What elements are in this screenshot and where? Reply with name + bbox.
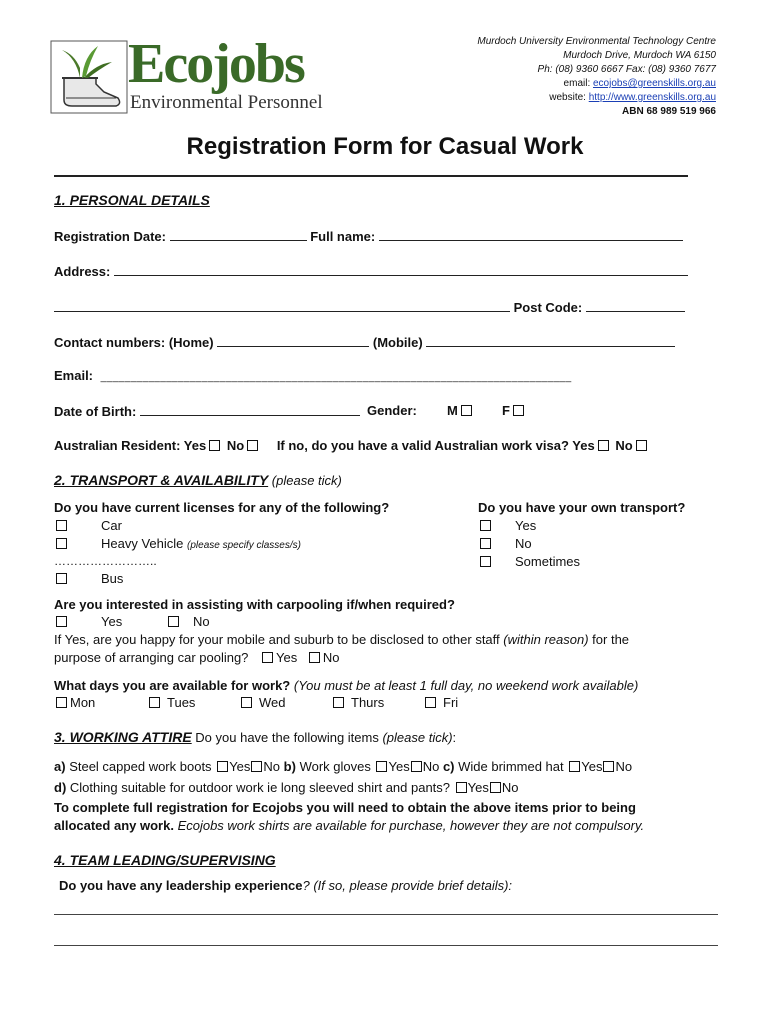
- attire-intro: Do you have the following items: [195, 730, 379, 745]
- address-row: [54, 263, 688, 279]
- item-a-marker: a): [54, 759, 66, 774]
- fri-checkbox[interactable]: [425, 697, 436, 708]
- email-row: [54, 368, 572, 383]
- contact-row: [54, 334, 675, 350]
- resident-no-checkbox[interactable]: [247, 440, 258, 451]
- section-attire-heading: 3. WORKING ATTIRE: [54, 729, 192, 745]
- full-name-field[interactable]: [379, 228, 683, 241]
- disclose-yes-checkbox[interactable]: [262, 652, 273, 663]
- visa-no-label: No: [615, 438, 633, 453]
- disclose-text-1: If Yes, are you happy for your mobile and suburb to be disclosed to other staff: [54, 632, 500, 647]
- mon-label: Mon: [70, 695, 96, 710]
- own-transport-no-checkbox[interactable]: [480, 538, 491, 549]
- email-link[interactable]: ecojobs@greenskills.org.au: [593, 78, 716, 89]
- org-email: [564, 77, 716, 91]
- carpool-no[interactable]: [166, 614, 210, 629]
- attire-row-d: [54, 780, 519, 795]
- item-b-label: Work gloves: [299, 759, 371, 774]
- boots-no-label: No: [263, 759, 281, 774]
- item-a-label: Steel capped work boots: [69, 759, 212, 774]
- own-transport-no-label: No: [515, 536, 532, 551]
- own-transport-yes[interactable]: [478, 518, 537, 533]
- heavy-vehicle-label: Heavy Vehicle: [101, 536, 184, 551]
- day-fri[interactable]: [422, 695, 458, 710]
- thurs-checkbox[interactable]: [333, 697, 344, 708]
- email-field[interactable]: _______________________________________________________________________________: [100, 372, 572, 383]
- item-d-label: Clothing suitable for outdoor work ie long sleeved shirt and pants?: [69, 780, 451, 795]
- bus-checkbox[interactable]: [56, 573, 67, 584]
- clothing-no-label: No: [501, 780, 519, 795]
- fri-label: Fri: [443, 695, 459, 710]
- tues-label: Tues: [167, 695, 196, 710]
- org-address: Murdoch Drive, Murdoch WA 6150: [563, 50, 716, 61]
- disclose-text-3: purpose of arranging car pooling?: [54, 650, 249, 665]
- website-label: website:: [549, 92, 589, 103]
- section-attire-heading-row: [54, 729, 456, 745]
- clothing-no-checkbox[interactable]: [490, 782, 501, 793]
- leadership-question: Do you have any leadership experience: [59, 878, 303, 893]
- own-transport-yes-label: Yes: [515, 518, 537, 533]
- days-question-row: [54, 678, 638, 693]
- resident-no-label: No: [226, 438, 245, 453]
- title-divider: [54, 175, 688, 177]
- leadership-answer-line-2[interactable]: [54, 945, 718, 946]
- boots-yes-label: Yes: [229, 759, 251, 774]
- home-phone-label: Contact numbers: (Home): [54, 335, 214, 350]
- visa-no-checkbox[interactable]: [636, 440, 647, 451]
- male-checkbox[interactable]: [461, 405, 472, 416]
- male-label: M: [447, 403, 458, 418]
- gloves-no-label: No: [422, 759, 440, 774]
- days-note: (You must be at least 1 full day, no weekend work available): [293, 678, 639, 693]
- own-transport-no[interactable]: [478, 536, 532, 551]
- full-name-label: Full name:: [310, 229, 376, 244]
- email-label: email:: [563, 78, 593, 89]
- bus-label: Bus: [101, 571, 124, 586]
- days-question: What days you are available for work?: [54, 678, 291, 693]
- item-c-label: Wide brimmed hat: [458, 759, 564, 774]
- tues-checkbox[interactable]: [149, 697, 160, 708]
- section-team-heading: 4. TEAM LEADING/SUPERVISING: [54, 852, 276, 868]
- license-heavy[interactable]: [54, 536, 301, 551]
- heavy-vehicle-note: (please specify classes/s): [187, 540, 301, 551]
- section-personal-heading: 1. PERSONAL DETAILS: [54, 192, 210, 208]
- attire-shirts-note: Ecojobs work shirts are available for purchase, however they are not compulsory.: [177, 818, 645, 833]
- leadership-question-note: ? (If so, please provide brief details):: [302, 878, 513, 893]
- clothing-yes-checkbox[interactable]: [456, 782, 467, 793]
- visa-yes-checkbox[interactable]: [598, 440, 609, 451]
- own-transport-sometimes[interactable]: [478, 554, 581, 569]
- clothing-yes-label: Yes: [467, 780, 489, 795]
- boots-no-checkbox[interactable]: [251, 761, 262, 772]
- thurs-label: Thurs: [351, 695, 385, 710]
- disclose-line-2: [54, 650, 340, 665]
- org-name: Murdoch University Environmental Technology Centre: [477, 36, 716, 47]
- attire-requirement-2a: allocated any work.: [54, 818, 174, 833]
- female-checkbox[interactable]: [513, 405, 524, 416]
- own-transport-question: Do you have your own transport?: [478, 500, 686, 515]
- gloves-yes-checkbox[interactable]: [376, 761, 387, 772]
- address-row-2: [54, 299, 685, 315]
- address-field[interactable]: [114, 263, 688, 276]
- attire-row-abc: [54, 759, 632, 774]
- gender-label: Gender:: [367, 403, 417, 418]
- item-c-marker: c): [442, 759, 455, 774]
- email-label-form: Email:: [54, 368, 94, 383]
- org-abn: ABN 68 989 519 966: [622, 106, 716, 117]
- carpool-yes-checkbox[interactable]: [56, 616, 67, 627]
- gloves-yes-label: Yes: [388, 759, 410, 774]
- logo-sub: Environmental Personnel: [130, 92, 323, 113]
- disclose-line-1: [54, 632, 629, 647]
- attire-requirement-1: To complete full registration for Ecojobs you will need to obtain the above items prior to being: [54, 800, 636, 815]
- carpool-yes[interactable]: [54, 614, 123, 629]
- boots-yes-checkbox[interactable]: [217, 761, 228, 772]
- logo: [50, 33, 335, 116]
- org-phone: Ph: (08) 9360 6667 Fax: (08) 9360 7677: [537, 64, 716, 75]
- day-mon[interactable]: [54, 695, 95, 710]
- attire-requirement-2: [54, 818, 644, 833]
- hat-no-checkbox[interactable]: [603, 761, 614, 772]
- mobile-field[interactable]: [426, 334, 675, 347]
- disclose-text-2: for the: [592, 632, 630, 647]
- hat-yes-checkbox[interactable]: [569, 761, 580, 772]
- gender-male[interactable]: [447, 403, 475, 418]
- licenses-question: Do you have current licenses for any of the following?: [54, 500, 390, 515]
- resident-row: [54, 438, 650, 453]
- hat-no-label: No: [615, 759, 633, 774]
- post-code-field[interactable]: [586, 299, 685, 312]
- dob-row: [54, 403, 360, 419]
- section-transport-heading-row: [54, 472, 342, 488]
- address-label: Address:: [54, 264, 111, 279]
- disclose-within: (within reason): [503, 632, 589, 647]
- page-title: Registration Form for Casual Work: [186, 133, 584, 160]
- heavy-vehicle-classes-field[interactable]: ……………………..: [54, 554, 157, 568]
- attire-intro-colon: :: [452, 730, 457, 745]
- visa-label: If no, do you have a valid Australian work visa? Yes: [276, 438, 595, 453]
- disclose-yes-label: Yes: [276, 650, 298, 665]
- website-link[interactable]: http://www.greenskills.org.au: [588, 92, 716, 103]
- heavy-vehicle-text: [101, 536, 301, 551]
- registration-date-label: Registration Date:: [54, 229, 166, 244]
- heavy-vehicle-checkbox[interactable]: [56, 538, 67, 549]
- female-label: F: [502, 403, 510, 418]
- org-website: [549, 91, 716, 105]
- dob-label: Date of Birth:: [54, 404, 137, 419]
- dob-field[interactable]: [140, 403, 360, 416]
- car-checkbox[interactable]: [56, 520, 67, 531]
- attire-intro-note: (please tick): [382, 730, 453, 745]
- wed-label: Wed: [259, 695, 286, 710]
- leadership-answer-line-1[interactable]: [54, 914, 718, 915]
- day-thurs[interactable]: [330, 695, 384, 710]
- resident-yes-checkbox[interactable]: [209, 440, 220, 451]
- item-b-marker: b): [283, 759, 296, 774]
- gloves-no-checkbox[interactable]: [411, 761, 422, 772]
- wed-checkbox[interactable]: [241, 697, 252, 708]
- own-transport-yes-checkbox[interactable]: [480, 520, 491, 531]
- day-wed[interactable]: [238, 695, 286, 710]
- address-field-2[interactable]: [54, 299, 510, 312]
- mon-checkbox[interactable]: [56, 697, 67, 708]
- registration-date-field[interactable]: [170, 228, 307, 241]
- day-tues[interactable]: [146, 695, 195, 710]
- resident-label: Australian Resident: Yes: [54, 438, 207, 453]
- license-bus[interactable]: [54, 571, 124, 586]
- leadership-question-row: [59, 878, 512, 893]
- gender-female[interactable]: [502, 403, 527, 418]
- transport-note: (please tick): [271, 473, 342, 488]
- registration-date-row: [54, 228, 683, 244]
- car-label: Car: [101, 518, 122, 533]
- section-transport-heading: 2. TRANSPORT & AVAILABILITY: [54, 472, 269, 488]
- disclose-no-label: No: [322, 650, 340, 665]
- carpool-no-checkbox[interactable]: [168, 616, 179, 627]
- hat-yes-label: Yes: [581, 759, 603, 774]
- own-transport-sometimes-label: Sometimes: [515, 554, 581, 569]
- carpool-yes-label: Yes: [101, 614, 123, 629]
- logo-main: Ecojobs: [128, 33, 304, 95]
- license-car[interactable]: [54, 518, 122, 533]
- mobile-label: (Mobile): [372, 335, 423, 350]
- carpool-no-label: No: [193, 614, 210, 629]
- own-transport-sometimes-checkbox[interactable]: [480, 556, 491, 567]
- home-phone-field[interactable]: [217, 334, 369, 347]
- boot-plant-icon: [50, 38, 130, 116]
- item-d-marker: d): [54, 780, 67, 795]
- post-code-label: Post Code:: [513, 300, 583, 315]
- carpool-question: Are you interested in assisting with carpooling if/when required?: [54, 597, 455, 612]
- disclose-no-checkbox[interactable]: [309, 652, 320, 663]
